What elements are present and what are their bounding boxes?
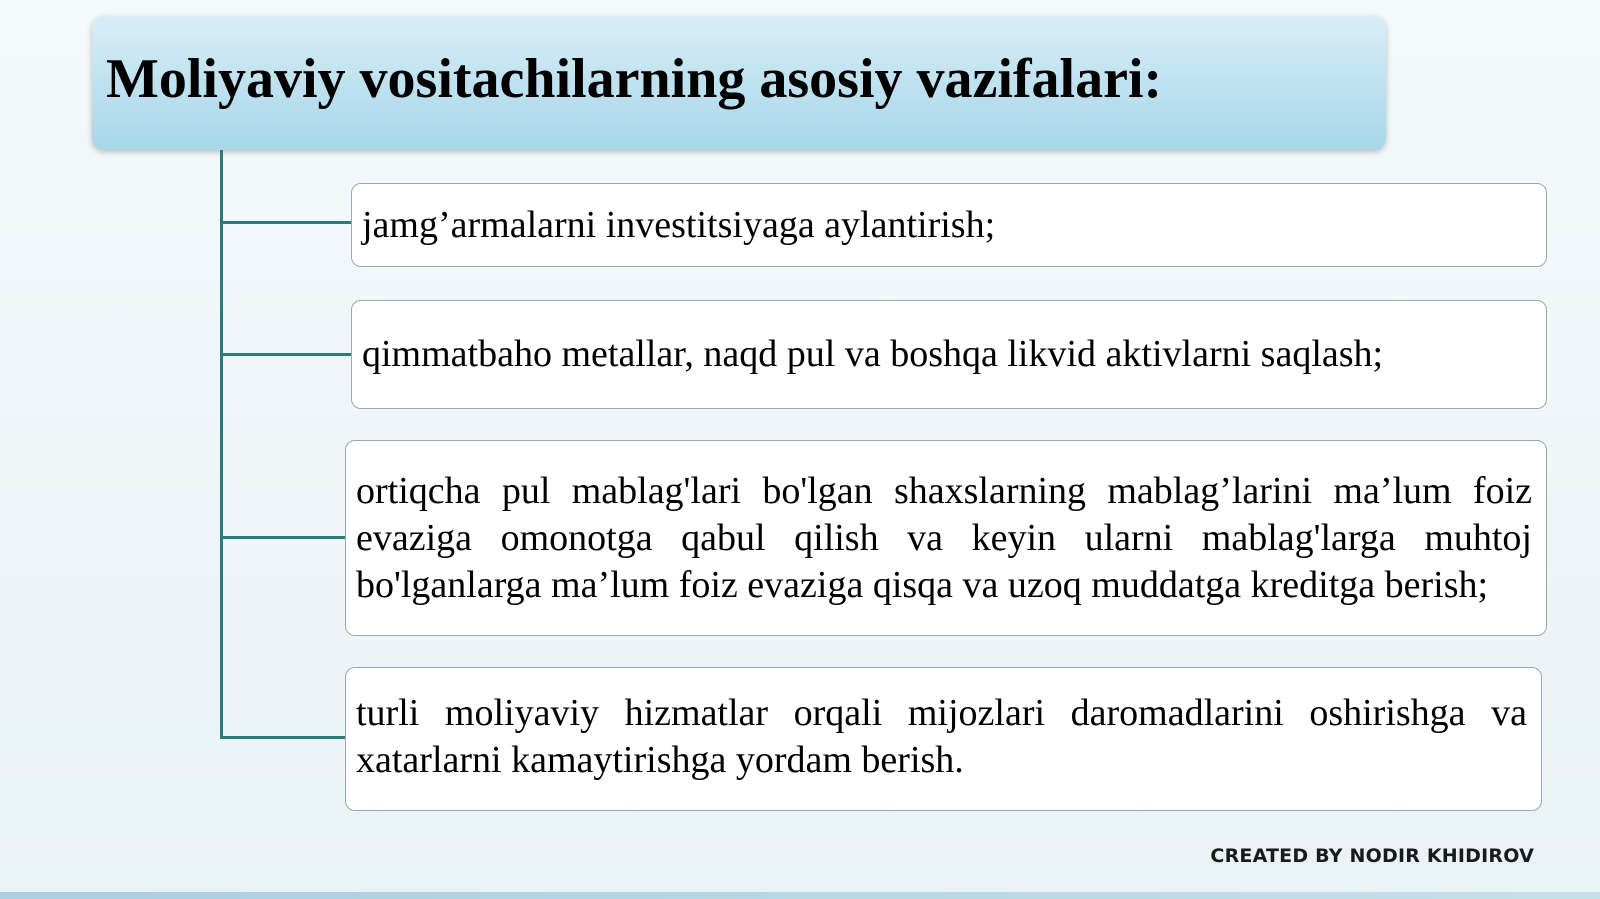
list-item	[345, 667, 1542, 811]
connector-branch-4	[220, 736, 345, 739]
list-item-text: qimmatbaho metallar, naqd pul va boshqa likvid aktivlarni saqlash;	[362, 333, 1384, 375]
list-item-text: turli moliyaviy hizmatlar orqali mijozlari daromadlarini oshirishga va xatarlarni kamaytirishga yordam berish.	[356, 692, 1527, 781]
connector-branch-3	[220, 536, 346, 539]
connector-trunk	[220, 150, 223, 739]
list-item	[351, 183, 1547, 267]
list-item-text: jamg’armalarni investitsiyaga aylantirish;	[362, 203, 996, 246]
list-item	[351, 300, 1547, 409]
list-item	[345, 440, 1547, 636]
connector-branch-1	[220, 221, 352, 224]
connector-branch-2	[220, 353, 352, 356]
bottom-band	[0, 892, 1600, 899]
title-box	[92, 16, 1386, 150]
author-credit: CREATED BY NODIR KHIDIROV	[1210, 845, 1534, 867]
list-item-text: ortiqcha pul mablag'lari bo'lgan shaxslarning mablag’larini ma’lum foiz evaziga omonotga qabul qilish va keyin ularni mablag'larga muhtoj bo'lganlarga ma’lum foiz evaziga qisqa va uzoq muddatga kreditga berish;	[356, 469, 1532, 606]
slide-title: Moliyaviy vositachilarning asosiy vazifalari:	[106, 48, 1163, 110]
